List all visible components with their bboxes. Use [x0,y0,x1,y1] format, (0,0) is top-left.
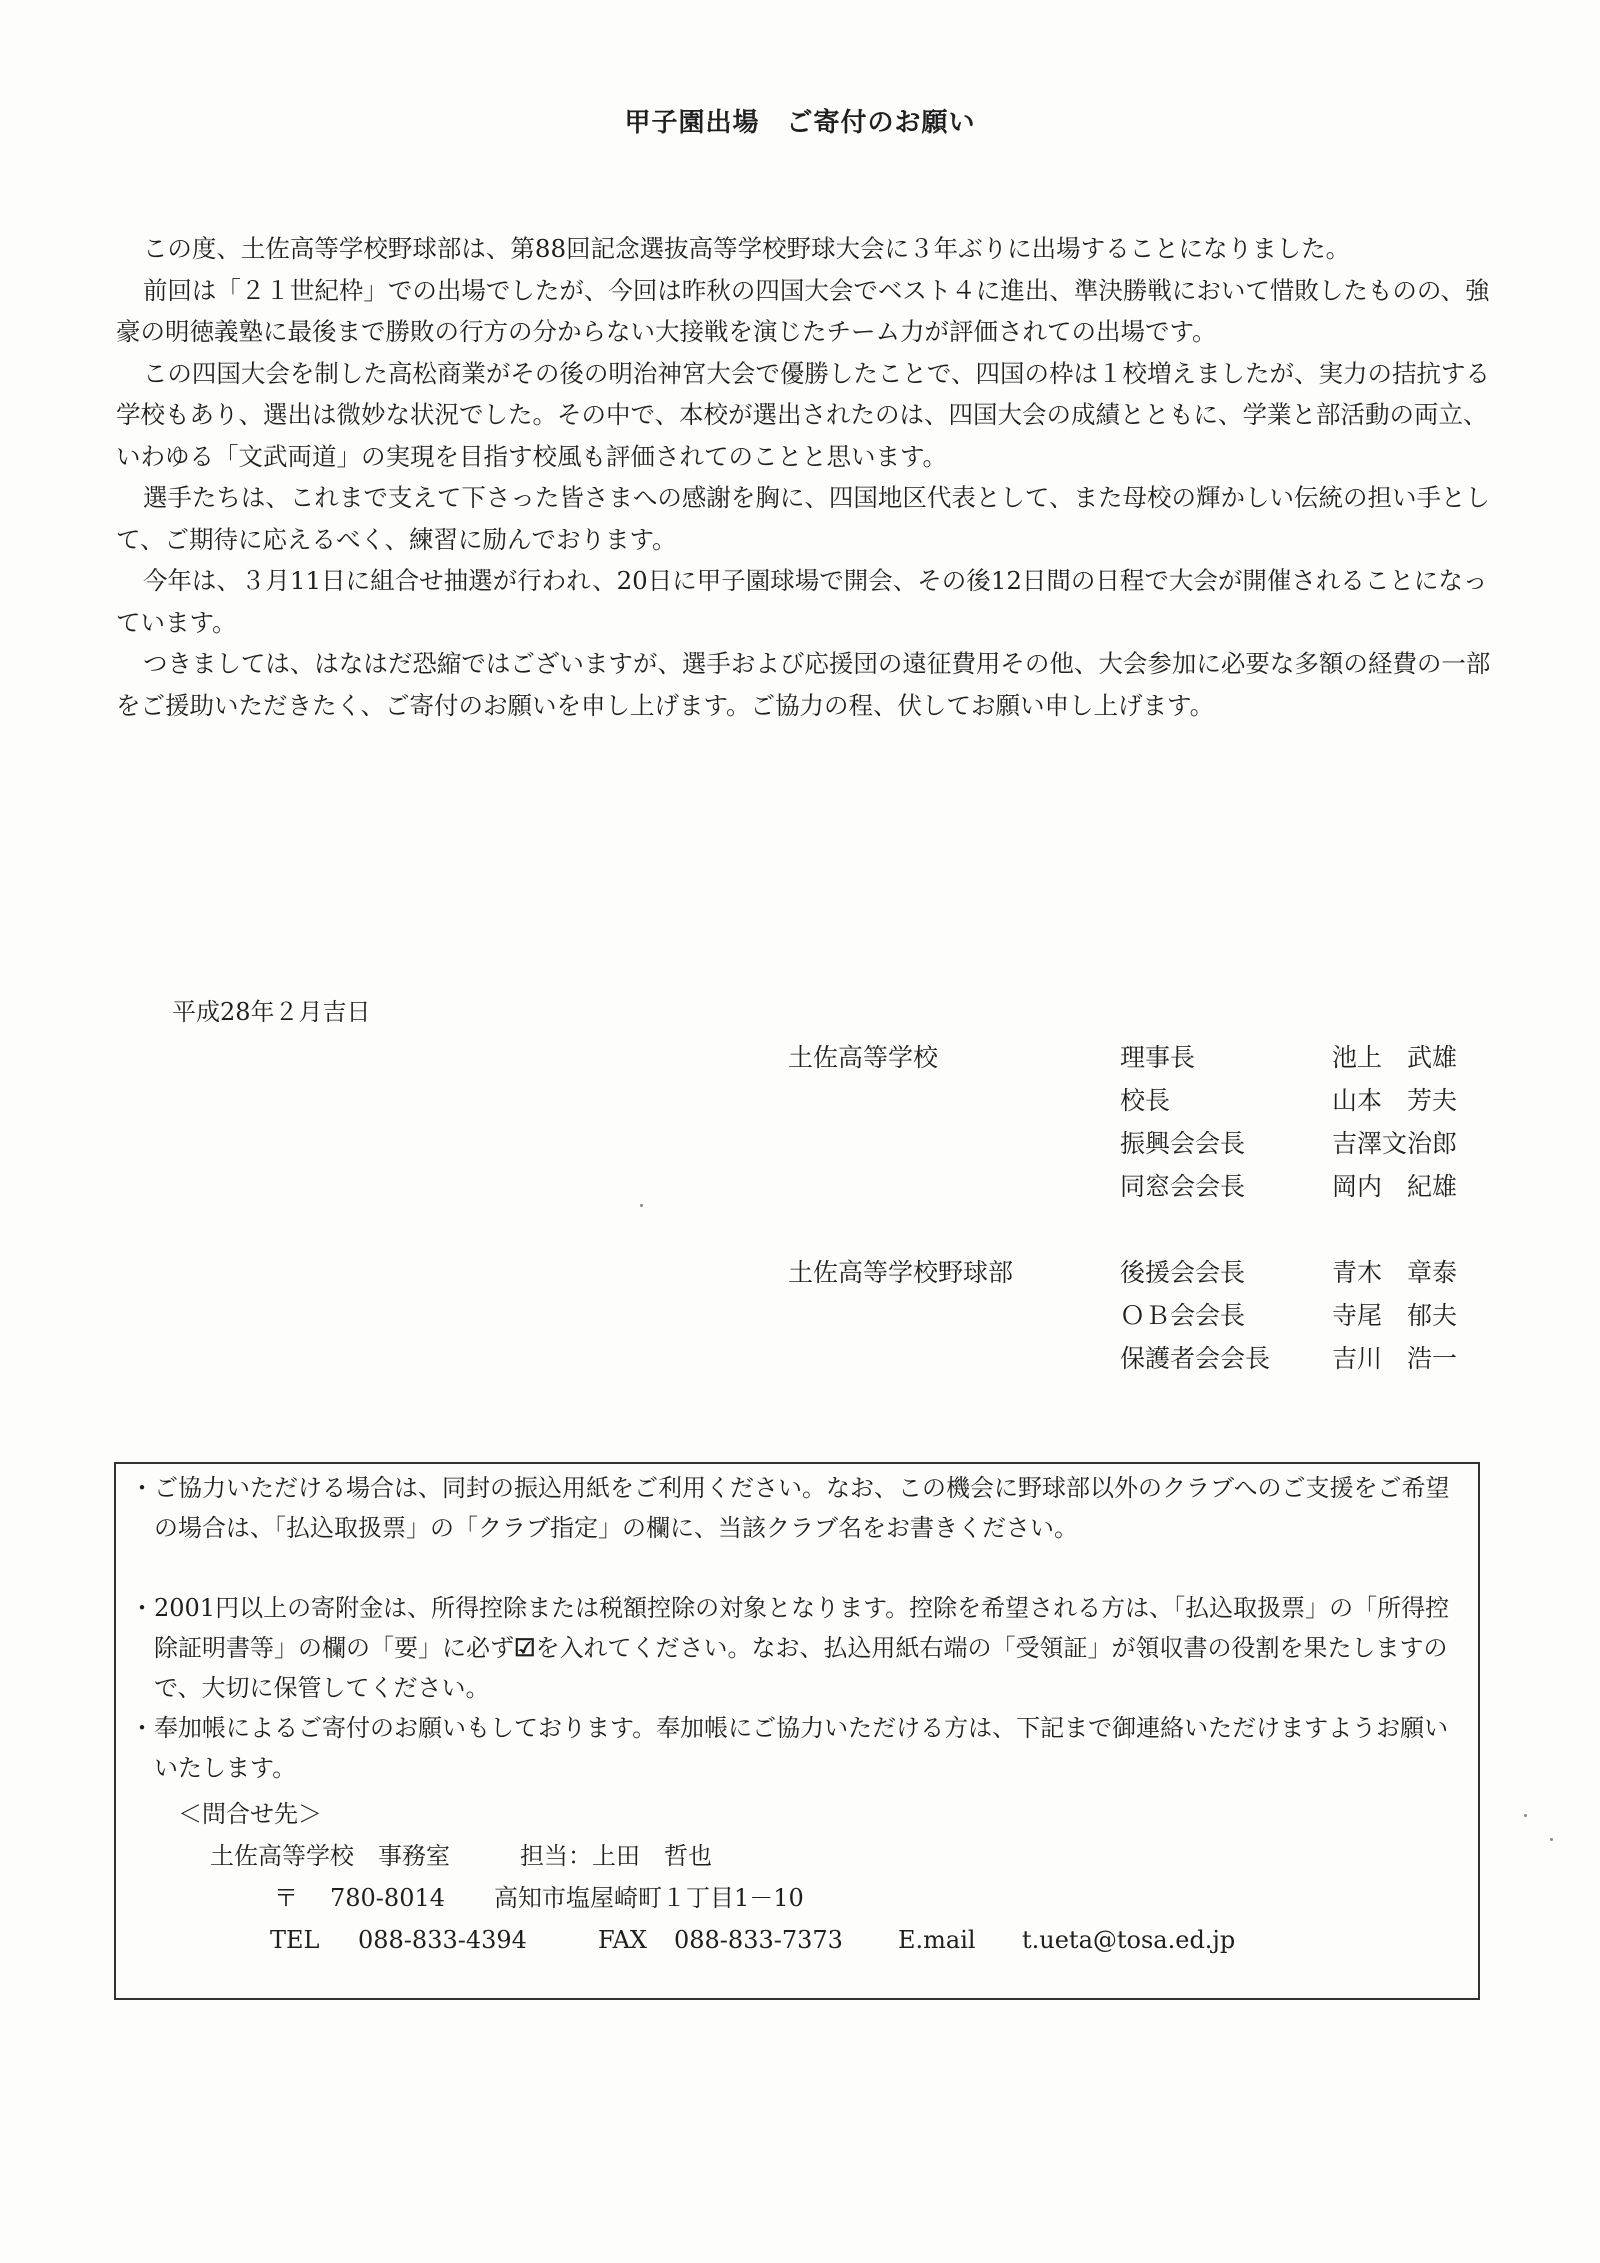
signer-name: 吉澤文治郎 [1332,1129,1458,1158]
signer-role: 後援会会長 [1120,1258,1246,1287]
checkbox-checked-icon: ☑ [514,1633,536,1662]
note-text: 奉加帳によるご寄付のお願いもしております。奉加帳にご協力いただける方は、下記まで御連絡いただけますようお願いいたします。 [154,1714,1449,1782]
signer-organization: 土佐高等学校野球部 [788,1258,1014,1287]
letter-body [116,228,1496,726]
scan-speck [1550,1838,1553,1841]
postal-mark: 〒 [274,1884,298,1912]
signer-role: ＯＢ会会長 [1120,1301,1246,1330]
email-address: t.ueta@tosa.ed.jp [1022,1926,1236,1954]
fax-number: 088-833-7373 [674,1926,843,1954]
paragraph: この四国大会を制した高松商業がその後の明治神宮大会で優勝したことで、四国の枠は１校増えましたが、実力の拮抗する学校もあり、選出は微妙な状況でした。その中で、本校が選出されたのは、四国大会の成績とともに、学業と部活動の両立、いわゆる「文武両道」の実現を目指す校風も評価されてのことと思います。 [116,358,1490,471]
contact-person: 担当：上田 哲也 [520,1842,712,1870]
signer-name: 山本 芳夫 [1332,1086,1458,1115]
email-label: E.mail [898,1926,976,1954]
signer-name: 吉川 浩一 [1332,1344,1458,1373]
signer-role: 校長 [1120,1086,1171,1115]
paragraph: この度、土佐高等学校野球部は、第88回記念選抜高等学校野球大会に３年ぶりに出場することになりました。 [142,234,1351,263]
note-text: 2001円以上の寄附金は、所得控除または税額控除の対象となります。控除を希望される方は、「払込取扱票」の「所得控除証明書等」の欄の「要」に必ず [154,1594,1450,1662]
note-text: ご協力いただける場合は、同封の振込用紙をご利用ください。なお、この機会に野球部以外のクラブへのご支援をご希望の場合は、「払込取扱票」の「クラブ指定」の欄に、当該クラブ名をお書きください。 [154,1474,1450,1542]
signer-name: 岡内 紀雄 [1332,1172,1458,1201]
signer-name: 青木 章泰 [1332,1258,1458,1287]
contact-address: 高知市塩屋崎町１丁目1－10 [494,1884,804,1912]
postal-code: 780-8014 [330,1884,445,1912]
paragraph: 今年は、３月11日に組合せ抽選が行われ、20日に甲子園球場で開会、その後12日間の日程で大会が開催されることになっています。 [116,566,1488,637]
tel-number: 088-833-4394 [358,1926,527,1954]
note-item [124,1708,1470,1788]
scan-speck [1524,1814,1527,1817]
bullet-mark: ・ [130,1474,154,1502]
signer-role: 振興会会長 [1120,1129,1246,1158]
note-item [124,1588,1470,1708]
signer-role: 理事長 [1120,1043,1196,1072]
tel-label: TEL [270,1926,320,1954]
signer-role: 保護者会会長 [1120,1344,1271,1373]
letter-title: 甲子園出場 ご寄付のお願い [624,108,976,138]
fax-label: FAX [598,1926,647,1954]
signer-name: 寺尾 郁夫 [1332,1301,1458,1330]
signer-role: 同窓会会長 [1120,1172,1246,1201]
letter-date: 平成28年２月吉日 [172,998,371,1026]
paragraph: 選手たちは、これまで支えて下さった皆さまへの感謝を胸に、四国地区代表として、また母校の輝かしい伝統の担い手として、ご期待に応えるべく、練習に励んでおります。 [116,483,1490,554]
signer-name: 池上 武雄 [1332,1043,1458,1072]
contact-office: 土佐高等学校 事務室 [210,1842,450,1870]
contact-heading: ＜問合せ先＞ [178,1800,322,1828]
paragraph: 前回は「２１世紀枠」での出場でしたが、今回は昨秋の四国大会でベスト４に進出、準決勝戦において惜敗したものの、強豪の明徳義塾に最後まで勝敗の行方の分からない大接戦を演じたチーム力が評価されての出場です。 [116,275,1490,346]
note-text: を入れてください。なお、払込用紙右端の「受領証」が領収書の役割を果たしますので、大切に保管してください。 [154,1634,1448,1702]
signer-organization: 土佐高等学校 [788,1043,939,1072]
scan-speck [640,1204,643,1207]
paragraph: つきましては、はなはだ恐縮ではございますが、選手および応援団の遠征費用その他、大会参加に必要な多額の経費の一部をご援助いただきたく、ご寄付のお願いを申し上げます。ご協力の程、伏してお願い申し上げます。 [116,649,1491,720]
bullet-mark: ・ [130,1594,154,1622]
bullet-mark: ・ [130,1714,154,1742]
note-item [124,1468,1470,1548]
notes-box [114,1462,1480,2000]
